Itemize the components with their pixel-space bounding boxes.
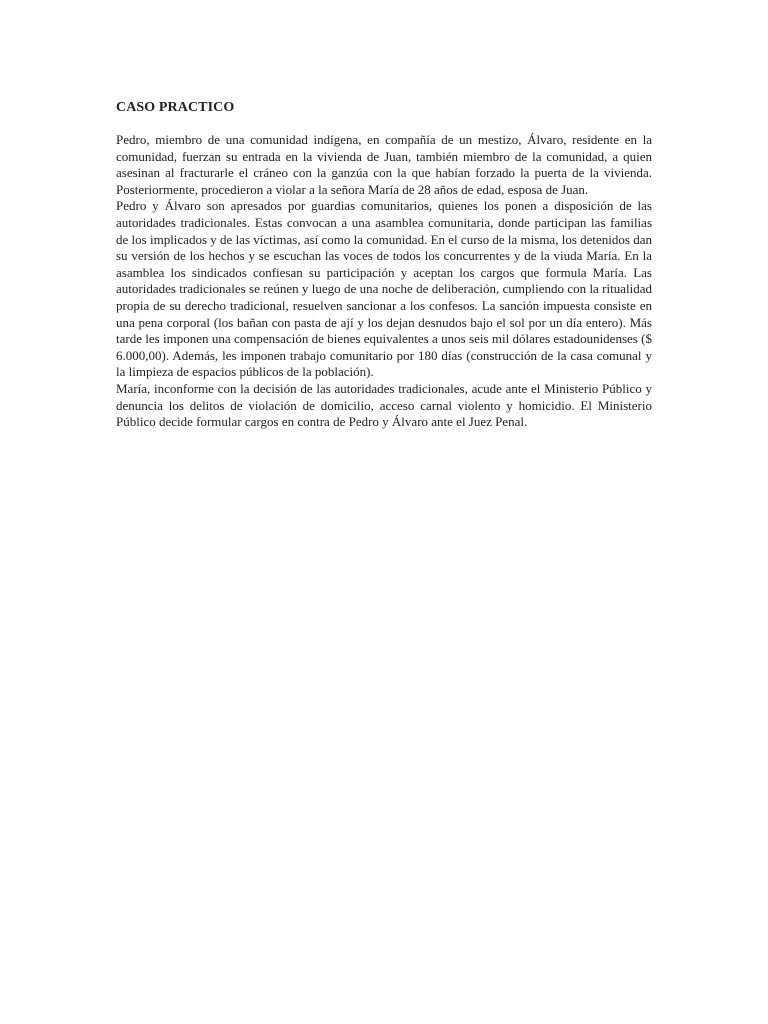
- paragraph-facts: Pedro, miembro de una comunidad indígena, en compañía de un mestizo, Álvaro, residente en la comunidad, fuerzan su entrada en la vivienda de Juan, también miembro de la comunidad, a quien asesinan al fracturarle el cráneo con la ganzúa con la que habían forzado la puerta de la vivienda. Posteriormente, procedieron a violar a la señora María de 28 años de edad, esposa de Juan.: [116, 132, 652, 197]
- paragraph-community-trial: Pedro y Álvaro son apresados por guardias comunitarios, quienes los ponen a disposición de las autoridades tradicionales. Estas convocan a una asamblea comunitaria, donde participan las familias de los implicados y de las víctimas, así como la comunidad. En el curso de la misma, los detenidos dan su versión de los hechos y se escuchan las voces de todos los concurrentes y de la viuda María. En la asamblea los sindicados confiesan su participación y aceptan los cargos que formula María. Las autoridades tradicionales se reúnen y luego de una noche de deliberación, cumpliendo con la ritualidad propia de su derecho tradicional, resuelven sancionar a los confesos. La sanción impuesta consiste en una pena corporal (los bañan con pasta de ají y los dejan desnudos bajo el sol por un día entero). Más tarde les imponen una compensación de bienes equivalentes a unos seis mil dólares estadounidenses ($ 6.000,00). Además, les imponen trabajo comunitario por 180 días (construcción de la casa comunal y la limpieza de espacios públicos de la población).: [116, 198, 652, 380]
- document-title: CASO PRACTICO: [116, 100, 235, 115]
- document-page: [116, 100, 652, 431]
- paragraph-complaint: María, inconforme con la decisión de las autoridades tradicionales, acude ante el Ministerio Público y denuncia los delitos de violación de domicilio, acceso carnal violento y homicidio. El Ministerio Público decide formular cargos en contra de Pedro y Álvaro ante el Juez Penal.: [116, 380, 652, 430]
